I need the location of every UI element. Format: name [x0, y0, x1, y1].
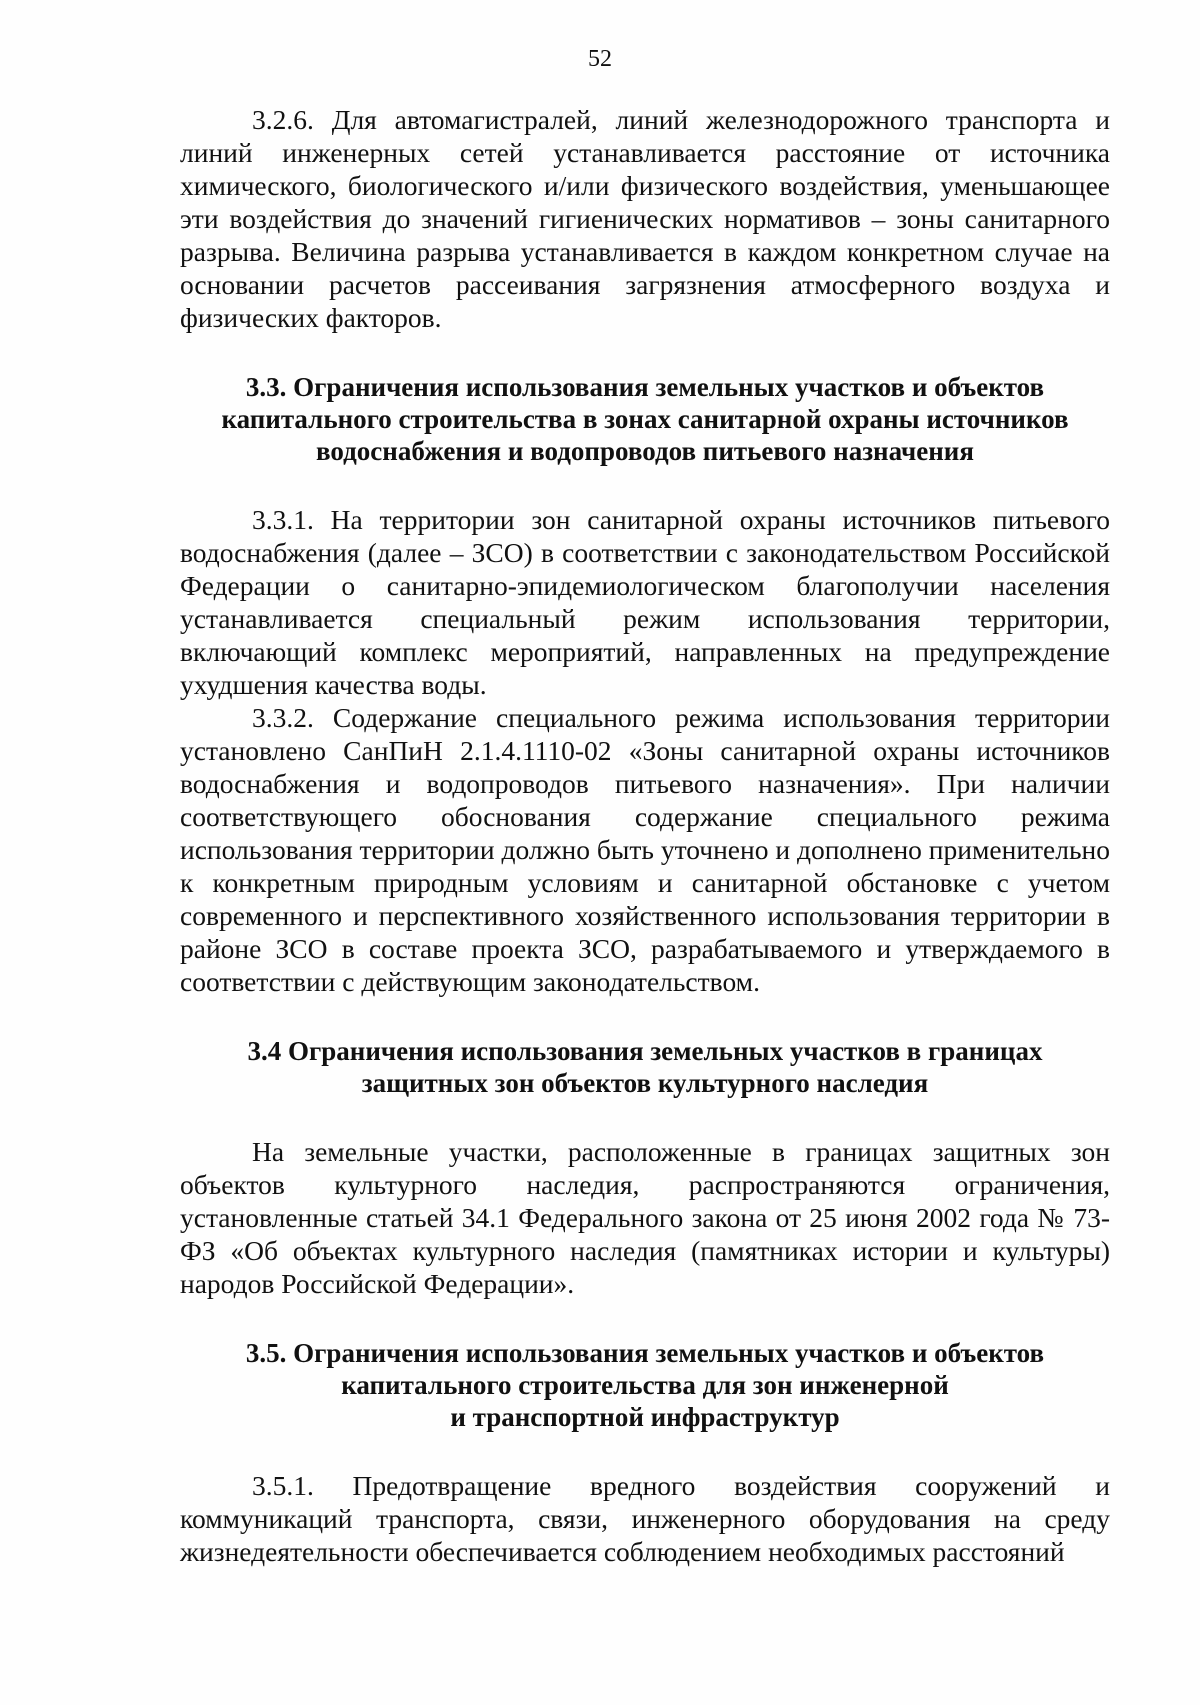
heading-3-4 — [180, 1035, 1110, 1099]
heading-3-5 — [180, 1337, 1110, 1433]
paragraph-3-3-1: 3.3.1. На территории зон санитарной охраны источников питьевого водоснабжения (далее – ЗСО) в соответствии с законодательством Российской Федерации о санитарно-эпидемиологическом благополучии населения устанавливается специальный режим использования территории, включающий комплекс мероприятий, направленных на предупреждение ухудшения качества воды. — [180, 504, 1110, 700]
heading-3-3-line-3: водоснабжения и водопроводов питьевого назначения — [316, 436, 974, 466]
paragraph-3-2-6: 3.2.6. Для автомагистралей, линий железнодорожного транспорта и линий инженерных сетей устанавливается расстояние от источника химического, биологического и/или физического воздействия, уменьшающее эти воздействия до значений гигиенических нормативов – зоны санитарного разрыва. Величина разрыва устанавливается в каждом конкретном случае на основании расчетов рассеивания загрязнения атмосферного воздуха и физических факторов. — [180, 104, 1110, 333]
heading-3-3-line-1: 3.3. Ограничения использования земельных участков и объектов — [245, 372, 1045, 402]
heading-3-5-line-1: 3.5. Ограничения использования земельных участков и объектов — [245, 1338, 1045, 1368]
paragraph-3-4: На земельные участки, расположенные в границах защитных зон объектов культурного наследия, распространяются ограничения, установленные статьей 34.1 Федерального закона от 25 июня 2002 года № 73-ФЗ «Об объектах культурного наследия (памятниках истории и культуры) народов Российской Федерации». — [180, 1136, 1110, 1299]
heading-3-4-line-2: защитных зон объектов культурного наследия — [361, 1068, 929, 1098]
paragraph-3-3-2: 3.3.2. Содержание специального режима использования территории установлено СанПиН 2.1.4.1110-02 «Зоны санитарной охраны источников водоснабжения и водопроводов питьевого назначения». При наличии соответствующего обоснования содержание специального режима использования территории должно быть уточнено и дополнено применительно к конкретным природным условиям и санитарной обстановке с учетом современного и перспективного хозяйственного использования территории в районе ЗСО в составе проекта ЗСО, разрабатываемого и утверждаемого в соответствии с действующим законодательством. — [180, 702, 1110, 997]
heading-3-5-line-3: и транспортной инфраструктур — [450, 1402, 840, 1432]
heading-3-3-line-2: капитального строительства в зонах санитарной охраны источников — [221, 404, 1069, 434]
heading-3-4-line-1: 3.4 Ограничения использования земельных участков в границах — [247, 1036, 1043, 1066]
document-body — [180, 103, 1110, 1568]
paragraph-3-5-1: 3.5.1. Предотвращение вредного воздействия сооружений и коммуникаций транспорта, связи, инженерного оборудования на среду жизнедеятельности обеспечивается соблюдением необходимых расстояний — [180, 1470, 1110, 1567]
page-number: 52 — [588, 46, 612, 72]
heading-3-5-line-2: капитального строительства для зон инженерной — [341, 1370, 949, 1400]
heading-3-3 — [180, 371, 1110, 467]
